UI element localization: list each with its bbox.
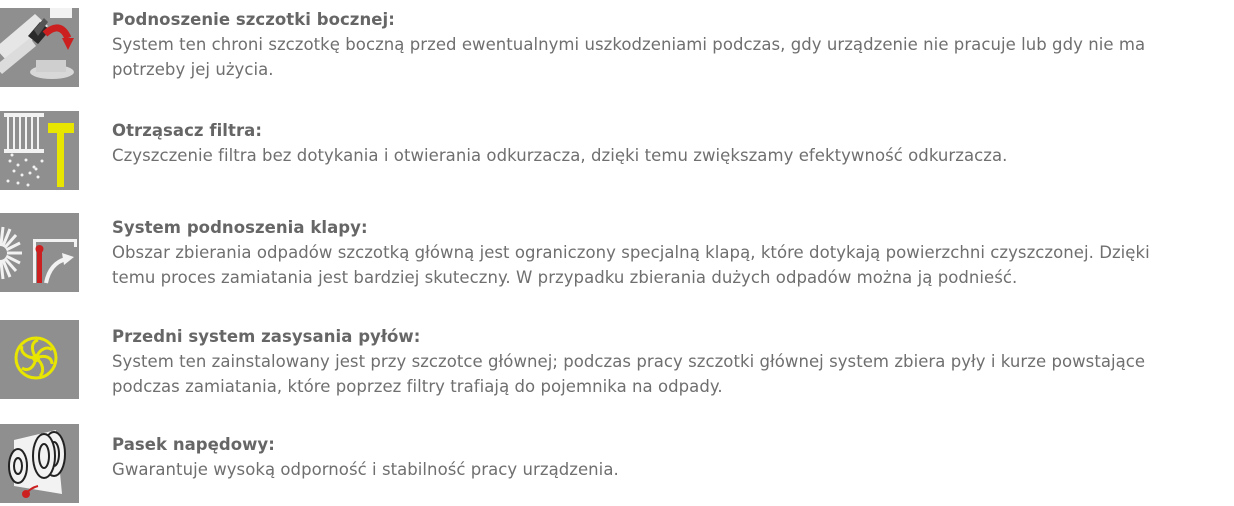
feature-title: System podnoszenia klapy: [112,218,368,237]
side-brush-lift-icon [0,8,79,87]
feature-title: Pasek napędowy: [112,435,275,454]
feature-description-line: podczas zamiatania, które poprzez filtry trafiają do pojemnika na odpady. [112,377,723,396]
flap-lift-icon [0,213,79,292]
feature-description-line: temu proces zamiatania jest bardziej skuteczny. W przypadku zbierania dużych odpadów można ją podnieść. [112,268,1018,287]
feature-description-line: Gwarantuje wysoką odporność i stabilność pracy urządzenia. [112,460,619,479]
feature-title: Otrząsacz filtra: [112,121,262,140]
feature-description-line: System ten zainstalowany jest przy szczotce głównej; podczas pracy szczotki głównej system zbiera pyły i kurze powstające [112,352,1146,371]
feature-description-line: System ten chroni szczotkę boczną przed ewentualnymi uszkodzeniami podczas, gdy urządzenie nie pracuje lub gdy nie ma [112,35,1146,54]
fan-icon [0,320,79,399]
feature-text [112,118,1212,168]
feature-text [112,215,1212,290]
filter-shaker-icon [0,111,79,190]
feature-text [112,432,1212,482]
feature-description-line: potrzeby jej użycia. [112,60,274,79]
feature-description-line: Czyszczenie filtra bez dotykania i otwierania odkurzacza, dzięki temu zwiększamy efektywność odkurzacza. [112,146,1008,165]
feature-description-line: Obszar zbierania odpadów szczotką główną jest ograniczony specjalną klapą, które dotykają powierzchni czyszczonej. Dzięki [112,243,1150,262]
feature-title: Podnoszenie szczotki bocznej: [112,10,395,29]
feature-text [112,7,1212,82]
drive-belt-icon [0,424,79,503]
feature-text [112,324,1212,399]
feature-title: Przedni system zasysania pyłów: [112,327,421,346]
